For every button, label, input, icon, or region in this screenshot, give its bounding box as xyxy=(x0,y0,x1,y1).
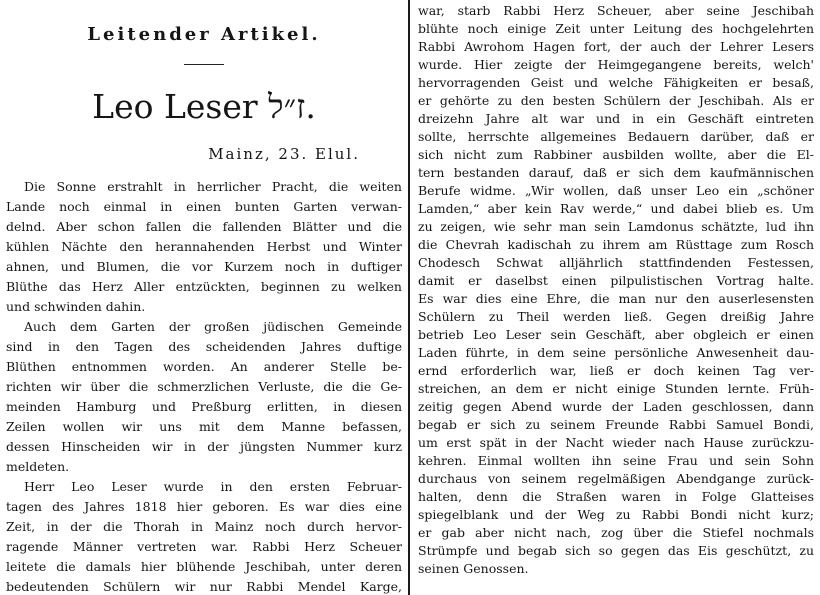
text-line: blühte noch einige Zeit unter Leitung des hochgelehrten xyxy=(418,21,814,36)
text-line: er gehörte zu den besten Schülern der Jeschibah. Als er xyxy=(418,93,814,108)
text-line: Herr Leo Leser wurde in den ersten Februar- xyxy=(24,479,402,494)
text-line: dessen Hinscheiden wir in der jüngsten Nummer kurz xyxy=(6,439,402,454)
text-line: sollte, herrschte allgemeines Bedauern darüber, daß er xyxy=(418,129,814,144)
text-line: spiegelblank und der Weg zu Rabbi Bondi nicht kurz; xyxy=(418,507,814,522)
text-line: Rabbi Awrohom Hagen fort, der auch der Lehrer Lesers xyxy=(418,39,814,54)
text-line: Laden führte, in dem seine persönliche Anwesenheit dau- xyxy=(418,345,814,360)
text-line: richten wir über die schmerzlichen Verluste, die die Ge- xyxy=(6,379,402,394)
text-line: tern bestanden darauf, daß er sich dem kaufmännischen xyxy=(418,165,814,180)
text-line: begab er sich zu seinem Freunde Rabbi Samuel Bondi, xyxy=(418,417,814,432)
text-line: Auch dem Garten der großen jüdischen Gemeinde xyxy=(24,319,402,334)
text-line: dreizehn Jahre alt war und in ein Geschäft eintreten xyxy=(418,111,814,126)
text-line: meldeten. xyxy=(6,459,70,474)
text-line: Es war dies eine Ehre, die man nur den auserlesensten xyxy=(418,291,814,306)
text-line: er gab aber nicht nach, zog über die Stiefel nochmals xyxy=(418,525,814,540)
heading-rule xyxy=(184,64,224,65)
text-line: bedeutenden Schülern wir nur Rabbi Mendel Karge, xyxy=(6,579,402,594)
text-line: streichen, an dem er nicht einige Stunden lernte. Früh- xyxy=(418,381,814,396)
section-heading: Leitender Artikel. xyxy=(87,24,321,45)
text-line: tagen des Jahres 1818 hier geboren. Es war dies eine xyxy=(6,499,402,514)
text-line: Strümpfe und begab sich so gegen das Eis geschützt, zu xyxy=(418,543,814,558)
text-line: delnd. Aber schon fallen die fallenden Blätter und die xyxy=(6,219,402,234)
text-line: Blüthen entnommen worden. An anderer Stelle be- xyxy=(6,359,402,374)
text-line: betrieb Leo Leser sein Geschäft, aber obgleich er einen xyxy=(418,327,814,342)
text-line: Schülern zu Theil werden ließ. Gegen dreißig Jahre xyxy=(418,309,814,324)
text-line: durchaus von seinem regelmäßigen Abendgange zurück- xyxy=(418,471,814,486)
dateline: Mainz, 23. Elul. xyxy=(208,145,360,163)
text-line: Zeit, in der die Thorah in Mainz noch durch hervor- xyxy=(6,519,402,534)
text-line: war, starb Rabbi Herz Scheuer, aber seine Jeschibah xyxy=(418,3,814,18)
text-line: sich nicht zum Rabbiner ausbilden wollte, aber die El- xyxy=(418,147,814,162)
text-line: damit er daselbst einen pilpulistischen Vortrag halte. xyxy=(418,273,814,288)
text-line: wurde. Hier zeigte der Heimgegangene bereits, welch' xyxy=(418,57,814,72)
text-line: seinen Genossen. xyxy=(418,561,529,576)
column-divider xyxy=(408,0,410,595)
text-line: halten, denn die Straßen waren in Folge Glatteises xyxy=(418,489,814,504)
text-line: um erst spät in der Nacht wieder nach Hause zurückzu- xyxy=(418,435,814,450)
text-line: sind in den Tagen des scheidenden Jahres duftige xyxy=(6,339,402,354)
text-line: zu zeigen, wie sehr man sein Lamdonus schätzte, lud ihn xyxy=(418,219,814,234)
text-line: ernd erforderlich war, ließ er doch keinen Tag ver- xyxy=(418,363,814,378)
text-line: Chodesch Schwat alljährlich stattfindenden Festessen, xyxy=(418,255,814,270)
text-line: Die Sonne erstrahlt in herrlicher Pracht, die weiten xyxy=(24,179,402,194)
article-title: Leo Leser ז״ל. xyxy=(92,87,316,126)
text-line: zeitig gegen Abend wurde der Laden geschlossen, dann xyxy=(418,399,814,414)
text-line: meinden Hamburg und Preßburg erlitten, in diesen xyxy=(6,399,402,414)
text-line: hervorragenden Geist und welche Fähigkeiten er besaß, xyxy=(418,75,814,90)
text-line: kühlen Nächte den herannahenden Herbst und Winter xyxy=(6,239,402,254)
text-line: Berufe widme. „Wir wollen, daß unser Leo ein „schöner xyxy=(418,183,814,198)
text-line: ragende Männer vertreten war. Rabbi Herz Scheuer xyxy=(6,539,402,554)
text-line: Lande noch einmal in einen bunten Garten verwan- xyxy=(6,199,402,214)
text-line: leitete die damals hier blühende Jeschibah, unter deren xyxy=(6,559,402,574)
text-line: ahnen, und Blumen, die vor Kurzem noch in duftiger xyxy=(6,259,402,274)
text-line: und schwinden dahin. xyxy=(6,299,146,314)
text-line: Lamden,“ aber kein Rav werde,“ und dabei blieb es. Um xyxy=(418,201,814,216)
text-line: die Chevrah kadischah zu ihrem am Rüsttage zum Rosch xyxy=(418,237,814,252)
text-line: kehren. Einmal wollten ihn seine Frau und sein Sohn xyxy=(418,453,814,468)
text-line: Zeilen wollen wir uns mit dem Manne befassen, xyxy=(6,419,402,434)
text-line: Blüthe das Herz Aller entzückten, beginnen zu welken xyxy=(6,279,402,294)
